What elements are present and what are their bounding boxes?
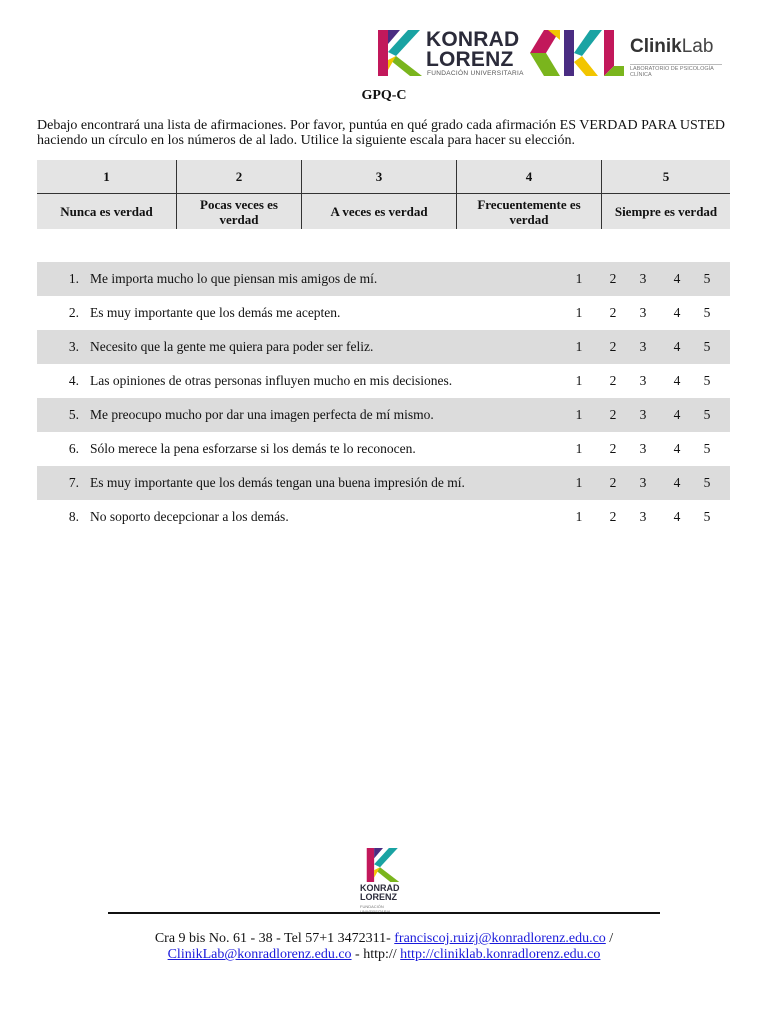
item-text: Sólo merece la pena esforzarse si los demás te lo reconocen.: [90, 441, 416, 456]
rating-option[interactable]: 2: [609, 339, 617, 354]
rating-option[interactable]: 5: [703, 339, 711, 354]
rating-option[interactable]: 3: [639, 509, 647, 524]
rating-option[interactable]: 2: [609, 509, 617, 524]
questionnaire-items: [37, 262, 730, 534]
rating-option[interactable]: 5: [703, 509, 711, 524]
rating-option[interactable]: 2: [609, 305, 617, 320]
separator: /: [609, 931, 614, 946]
rating-option[interactable]: 2: [609, 441, 617, 456]
scale-value: 3: [302, 160, 457, 194]
rating-option[interactable]: 1: [575, 339, 583, 354]
item-number: 2.: [68, 305, 79, 320]
rating-option[interactable]: 1: [575, 441, 583, 456]
list-item: [37, 466, 730, 500]
rating-option[interactable]: 2: [609, 373, 617, 388]
rating-option[interactable]: 3: [639, 305, 647, 320]
footer-logo-subtitle: FUNDACIÓN UNIVERSITARIA: [360, 904, 391, 914]
contact-info: [0, 931, 768, 963]
item-text: No soporto decepcionar a los demás.: [90, 509, 289, 524]
item-text: Me importa mucho lo que piensan mis amigos de mí.: [90, 271, 378, 286]
scale-labels-row: [37, 194, 730, 230]
rating-option[interactable]: 5: [703, 441, 711, 456]
konrad-lorenz-subtitle: FUNDACIÓN UNIVERSITARIA: [427, 70, 524, 77]
list-item: [37, 262, 730, 296]
item-text: Es muy importante que los demás me acepten.: [90, 305, 341, 320]
rating-option[interactable]: 5: [703, 271, 711, 286]
rating-option[interactable]: 2: [609, 475, 617, 490]
ckl-logo-icon: [530, 30, 624, 76]
rating-option[interactable]: 3: [639, 407, 647, 422]
rating-option[interactable]: 2: [609, 407, 617, 422]
item-number: 4.: [68, 373, 79, 388]
item-text: Necesito que la gente me quiera para poder ser feliz.: [90, 339, 374, 354]
rating-option[interactable]: 1: [575, 305, 583, 320]
konrad-lorenz-k-logo-icon: [378, 30, 422, 76]
item-number: 5.: [68, 407, 79, 422]
cliniklab-subtitle: LABORATORIO DE PSICOLOGÍA CLÍNICA: [630, 64, 722, 78]
footer-logo-wordmark: KONRAD LORENZ: [360, 883, 400, 902]
rating-option[interactable]: 3: [639, 339, 647, 354]
item-number: 7.: [68, 475, 79, 490]
address-text: Cra 9 bis No. 61 - 38 - Tel 57+1 3472311-: [154, 931, 391, 946]
scale-label: Nunca es verdad: [37, 194, 177, 230]
item-number: 6.: [68, 441, 79, 456]
footer-divider: [108, 912, 660, 914]
website-link[interactable]: http://cliniklab.konradlorenz.edu.co: [400, 947, 601, 962]
header-logos: [378, 28, 728, 78]
rating-option[interactable]: 4: [673, 441, 681, 456]
rating-option[interactable]: 2: [609, 271, 617, 286]
list-item: [37, 500, 730, 534]
footer-logo: [360, 848, 410, 914]
email-link-cliniklab[interactable]: ClinikLab@konradlorenz.edu.co: [167, 947, 352, 962]
instructions-paragraph: Debajo encontrará una lista de afirmaciones. Por favor, puntúa en qué grado cada afirmación ES VERDAD PARA USTED haciendo un círculo en los números de al lado. Utilice la siguiente escala para hacer su elección.: [37, 118, 725, 148]
scale-label: A veces es verdad: [302, 194, 457, 230]
rating-option[interactable]: 5: [703, 305, 711, 320]
rating-option[interactable]: 3: [639, 475, 647, 490]
scale-value: 1: [37, 160, 177, 194]
scale-value: 2: [177, 160, 302, 194]
item-number: 8.: [68, 509, 79, 524]
item-number: 3.: [68, 339, 79, 354]
rating-option[interactable]: 3: [639, 271, 647, 286]
rating-option[interactable]: 5: [703, 373, 711, 388]
konrad-lorenz-wordmark: KONRAD LORENZ: [426, 28, 520, 71]
rating-option[interactable]: 1: [575, 509, 583, 524]
list-item: [37, 398, 730, 432]
item-text: Es muy importante que los demás tengan una buena impresión de mí.: [90, 475, 465, 490]
item-number: 1.: [68, 271, 79, 286]
rating-option[interactable]: 1: [575, 373, 583, 388]
list-item: [37, 432, 730, 466]
scale-label: Pocas veces es verdad: [177, 194, 302, 230]
rating-option[interactable]: 4: [673, 271, 681, 286]
rating-option[interactable]: 3: [639, 373, 647, 388]
list-item: [37, 330, 730, 364]
scale-label: Siempre es verdad: [602, 194, 731, 230]
rating-option[interactable]: 4: [673, 305, 681, 320]
item-text: Me preocupo mucho por dar una imagen perfecta de mí mismo.: [90, 407, 434, 422]
email-link-francisco[interactable]: franciscoj.ruizj@konradlorenz.edu.co: [394, 931, 606, 946]
scale-label: Frecuentemente es verdad: [457, 194, 602, 230]
konrad-lorenz-k-logo-icon: [362, 848, 404, 882]
scale-value: 4: [457, 160, 602, 194]
rating-option[interactable]: 4: [673, 339, 681, 354]
rating-option[interactable]: 4: [673, 475, 681, 490]
rating-option[interactable]: 1: [575, 271, 583, 286]
scale-value: 5: [602, 160, 731, 194]
rating-option[interactable]: 4: [673, 509, 681, 524]
item-text: Las opiniones de otras personas influyen mucho en mis decisiones.: [90, 373, 453, 388]
rating-option[interactable]: 1: [575, 475, 583, 490]
cliniklab-wordmark: ClinikLab: [630, 36, 714, 57]
list-item: [37, 364, 730, 398]
rating-option[interactable]: 4: [673, 407, 681, 422]
rating-option[interactable]: 5: [703, 475, 711, 490]
scale-values-row: [37, 160, 730, 194]
rating-option[interactable]: 3: [639, 441, 647, 456]
rating-option[interactable]: 5: [703, 407, 711, 422]
document-title: GPQ-C: [361, 88, 407, 103]
rating-option[interactable]: 4: [673, 373, 681, 388]
rating-option[interactable]: 1: [575, 407, 583, 422]
list-item: [37, 296, 730, 330]
separator: - http://: [355, 947, 397, 962]
response-scale-table: [37, 160, 730, 229]
